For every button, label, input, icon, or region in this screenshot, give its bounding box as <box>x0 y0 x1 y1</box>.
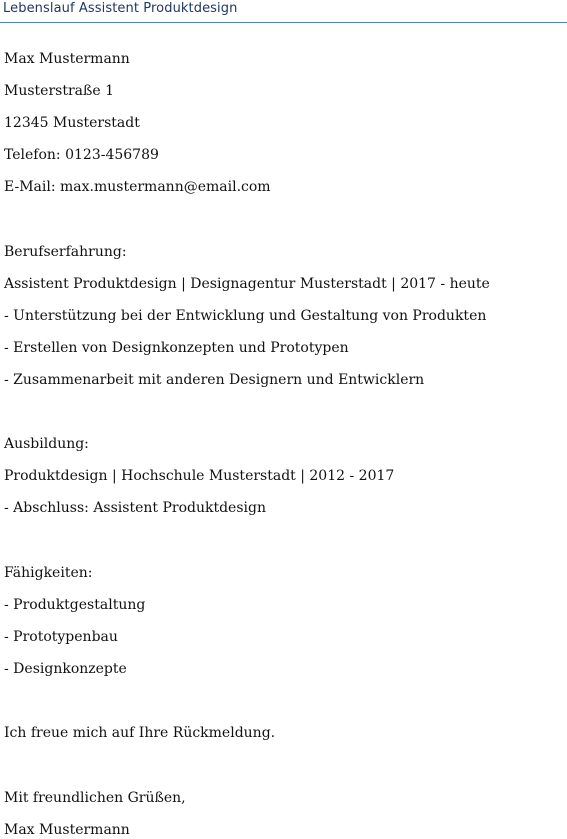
closing-message: Ich freue mich auf Ihre Rückmeldung. <box>4 725 276 741</box>
closing-signature: Max Mustermann <box>4 822 130 838</box>
experience-position: Assistent Produktdesign | Designagentur Musterstadt | 2017 - heute <box>4 276 490 292</box>
skills-heading: Fähigkeiten: <box>4 565 93 581</box>
closing-greeting: Mit freundlichen Grüßen, <box>4 790 186 806</box>
skills-bullet: - Designkonzepte <box>4 661 127 677</box>
document-header <box>0 0 567 23</box>
experience-bullet: - Erstellen von Designkonzepten und Prototypen <box>4 340 349 356</box>
education-heading: Ausbildung: <box>4 436 89 452</box>
experience-bullet: - Unterstützung bei der Entwicklung und Gestaltung von Produkten <box>4 308 487 324</box>
experience-bullet: - Zusammenarbeit mit anderen Designern und Entwicklern <box>4 372 425 388</box>
education-entry: Produktdesign | Hochschule Musterstadt | 2012 - 2017 <box>4 468 395 484</box>
contact-city: 12345 Musterstadt <box>4 115 140 131</box>
contact-email: E-Mail: max.mustermann@email.com <box>4 179 271 195</box>
skills-bullet: - Prototypenbau <box>4 629 118 645</box>
education-bullet: - Abschluss: Assistent Produktdesign <box>4 500 266 516</box>
skills-bullet: - Produktgestaltung <box>4 597 146 613</box>
document-title: Lebenslauf Assistent Produktdesign <box>3 1 238 16</box>
contact-street: Musterstraße 1 <box>4 83 114 99</box>
contact-phone: Telefon: 0123-456789 <box>4 147 159 163</box>
experience-heading: Berufserfahrung: <box>4 244 127 260</box>
contact-name: Max Mustermann <box>4 51 130 67</box>
